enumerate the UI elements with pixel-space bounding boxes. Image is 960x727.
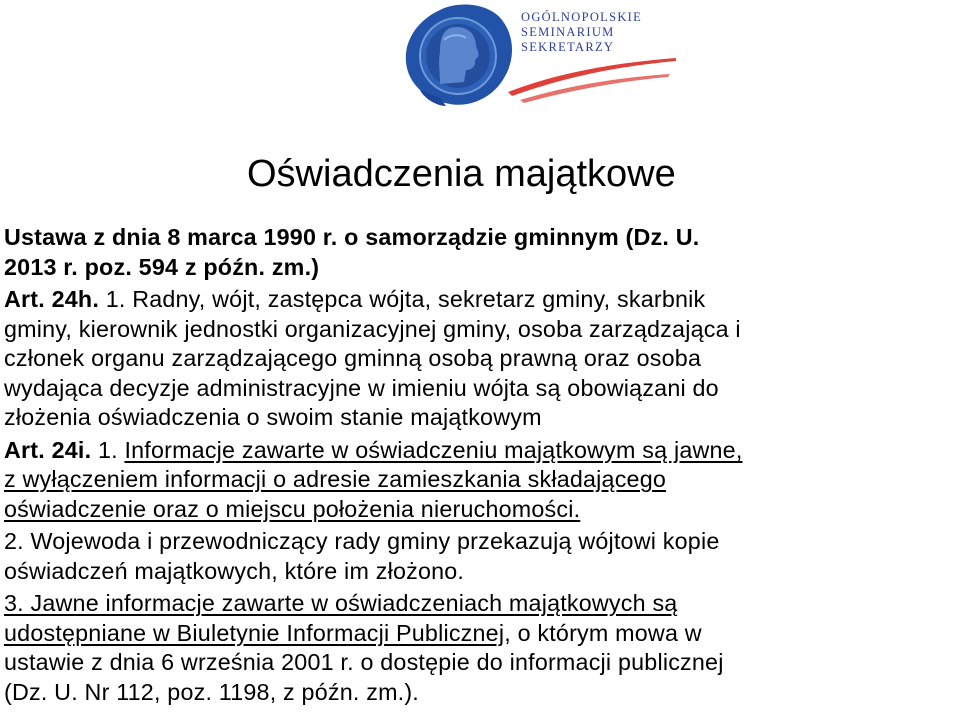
art24i-p3-line-2-rest: , o którym mowa w <box>504 619 702 646</box>
logo-line-3: SEKRETARZY <box>521 40 615 54</box>
art24h-line-1-text: 1. Radny, wójt, zastępca wójta, sekretarz gminy, skarbnik <box>99 286 706 312</box>
art24i-p1-line-1 <box>4 436 958 466</box>
logo-wordmark <box>521 10 642 55</box>
art24i-p3-line-2 <box>4 619 958 649</box>
page-title: Oświadczenia majątkowe <box>247 153 676 195</box>
art24i-p1-line-1-text: Informacje zawarte w oświadczeniu majątkowym są jawne, <box>124 436 743 463</box>
art24h-line-1 <box>4 285 958 315</box>
art24i-num-1: 1. <box>91 436 125 463</box>
art24i-p1-line-2 <box>4 465 958 495</box>
art24i-p2-line-1: 2. Wojewoda i przewodniczący rady gminy przekazują wójtowi kopie <box>4 528 720 554</box>
art24h-line-3: członek organu zarządzającego gminną osobą prawną oraz osoba <box>4 345 702 371</box>
art24i-p3-line-1 <box>4 589 958 619</box>
art24i-p1-line-3-text: oświadczenie oraz o miejscu położenia nieruchomości. <box>4 495 581 522</box>
art24i-p2-line-2: oświadczeń majątkowych, które im złożono. <box>4 557 465 584</box>
art24i-p3-line-4: (Dz. U. Nr 112, poz. 1198, z późn. zm.). <box>4 678 419 705</box>
art24h-line-2: gminy, kierownik jednostki organizacyjnej gminy, osoba zarządzająca i <box>4 315 741 342</box>
slide-body <box>4 223 958 707</box>
art24h-line-5: złożenia oświadczenia o swoim stanie majątkowym <box>4 404 542 430</box>
art24i-p3-line-1-text: 3. Jawne informacje zawarte w oświadczeniach majątkowych są <box>4 590 678 616</box>
intro-line-2: 2013 r. poz. 594 z późn. zm.) <box>4 253 320 280</box>
art24i-p3-line-2-underlined: udostępniane w Biuletynie Informacji Publicznej <box>4 619 505 646</box>
art24i-label: Art. 24i. <box>4 436 92 463</box>
logo-line-2: SEMINARIUM <box>521 25 615 39</box>
art24i-p3-line-3: ustawie z dnia 6 września 2001 r. o dostępie do informacji publicznej <box>4 649 724 675</box>
art24i-p1-line-3 <box>4 495 958 525</box>
art24h-line-4: wydająca decyzje administracyjne w imieniu wójta są obowiązani do <box>4 374 719 401</box>
logo-line-1: OGÓLNOPOLSKIE <box>521 10 643 24</box>
art24h-label: Art. 24h. <box>4 286 100 312</box>
art24i-p1-line-2-text: z wyłączeniem informacji o adresie zamieszkania składającego <box>4 466 667 492</box>
intro-line-1: Ustawa z dnia 8 marca 1990 r. o samorządzie gminnym (Dz. U. <box>4 224 700 250</box>
